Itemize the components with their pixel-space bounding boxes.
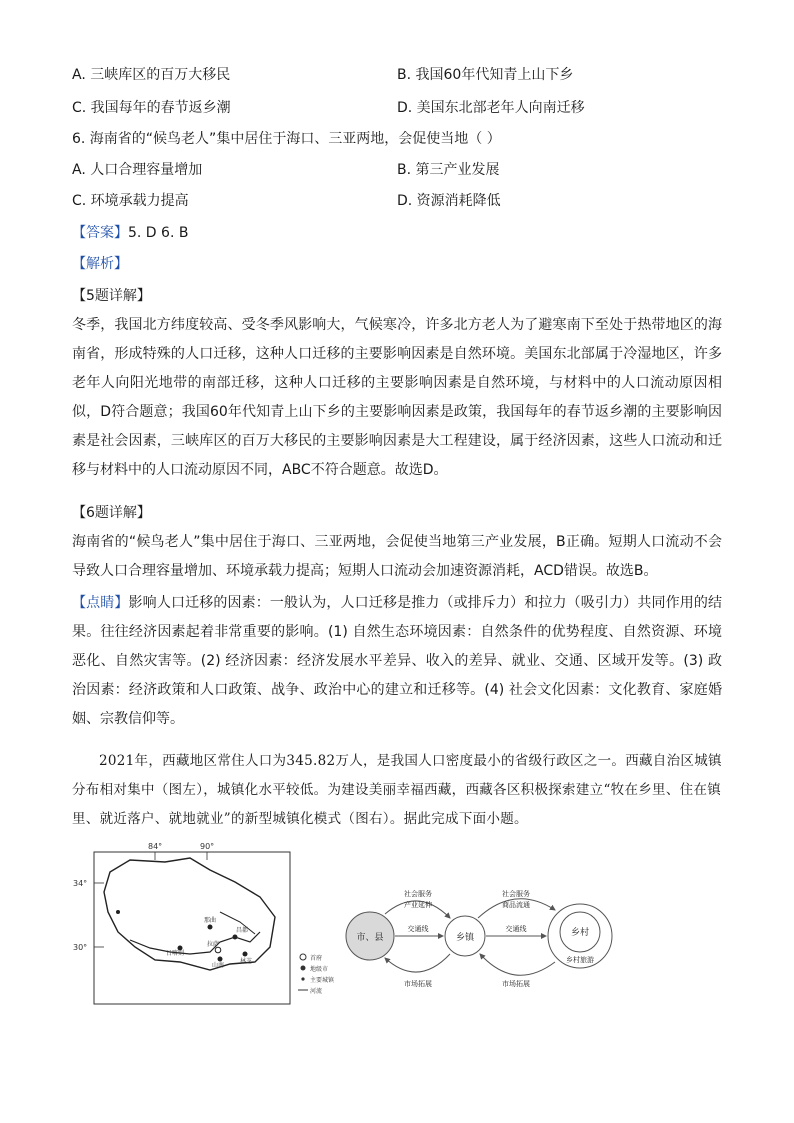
top2-label-a: 社会服务 [502, 890, 530, 898]
q5-option-a: A. 三峡库区的百万大移民 [72, 67, 231, 83]
node-village-label: 乡村 [570, 928, 590, 938]
top1-label-b: 产业延伸 [404, 901, 432, 909]
q5-detail-label: 【5题详解】 [72, 288, 151, 304]
tip-text: 影响人口迁移的因素：一般认为，人口迁移是推力（或排斥力）和拉力（吸引力）共同作用的结果。往往经济因素起着非常重要的影响。(1) 自然生态环境因素：自然条件的优势程度、自然资源、环境恶化、自然灾害等。(2) 经济因素：经济发展水平差异、收入的差异、就业、交通、区域开发等。(3) 政治因素：经济政策和人口政策、战争、政治中心的建立和迁移等。(4) 社会文化因素：文化教育、家庭婚姻、宗教信仰等。 [72, 595, 723, 727]
q6-option-a: A. 人口合理容量增加 [72, 162, 203, 178]
bot2-label: 市场拓展 [502, 980, 530, 988]
q5-detail-text: 冬季，我国北方纬度较高、受冬季风影响大，气候寒冷，许多北方老人为了避寒南下至处于热带地区的海南省，形成特殊的人口迁移，这种人口迁移的主要影响因素是自然环境。美国东北部属于冷湿地区，许多老年人向阳光地带的南部迁移，这种人口迁移的主要影响因素是自然环境，与材料中的人口流动原因相似，D符合题意；我国60年代知青上山下乡的主要影响因素是政策，我国每年的春节返乡潮的主要影响因素是社会因素，三峡库区的百万大移民的主要影响因素是大工程建设，属于经济因素，这些人口流动和迁移与材料中的人口流动原因不同，ABC不符合题意。故选D。 [72, 317, 722, 478]
analysis-label: 【解析】 [72, 256, 128, 272]
q5-option-d: D. 美国东北部老年人向南迁移 [397, 100, 585, 116]
q6-option-b: B. 第三产业发展 [397, 162, 500, 178]
tip-paragraph [72, 589, 722, 734]
city-label-linzhi: 林芝 [240, 958, 253, 965]
mid2-label: 交通线 [505, 925, 527, 933]
map-frame [94, 852, 290, 1004]
q6-stem: 6. 海南省的“候鸟老人”集中居住于海口、三亚两地，会促使当地（ ） [72, 131, 501, 147]
answer-label: 【答案】 [72, 225, 128, 241]
city-label-lhasa: 拉萨 [207, 941, 220, 948]
answer-value: 5. D 6. B [128, 225, 189, 241]
mid1-label: 交通线 [407, 925, 429, 933]
legend-river: 河流 [310, 988, 323, 995]
q5-option-c: C. 我国每年的春节返乡潮 [72, 100, 231, 116]
arrow-bottom-1 [385, 954, 450, 972]
legend-capital-icon [300, 954, 306, 960]
urbanization-flow-diagram [340, 880, 720, 1000]
intro-passage: 2021年，西藏地区常住人口为345.82万人，是我国人口密度最小的省级行政区之一。西藏自治区城镇分布相对集中（图左），城镇化水平较低。为建设美丽幸福西藏，西藏各区积极探索建立“牧在乡里、住在镇里、就近落户、就地就业”的新型城镇化模式（图右）。据此完成下面小题。 [72, 753, 722, 827]
city-label-changdu: 昌都 [236, 927, 249, 934]
city-dot-linzhi [243, 952, 248, 957]
legend-town: 主要城镇 [310, 977, 335, 984]
answer-line [72, 222, 188, 244]
q5-option-b: B. 我国60年代知青上山下乡 [397, 67, 574, 83]
city-label-shigatse: 日喀则 [166, 950, 185, 957]
tibet-border [104, 858, 275, 970]
top2-label-b: 商品流通 [502, 901, 530, 909]
map-lon-90: 90° [200, 842, 215, 851]
tibet-map-figure [70, 842, 335, 1012]
city-dot-changdu [233, 935, 238, 940]
city-dot-shannan [218, 957, 223, 962]
q6-option-c: C. 环境承载力提高 [72, 193, 189, 209]
river-line [130, 932, 260, 954]
q6-detail-label: 【6题详解】 [72, 505, 151, 521]
bot1-label: 市场拓展 [404, 980, 432, 988]
map-lat-30: 30° [73, 943, 88, 952]
legend-prefecture: 地级市 [310, 966, 329, 973]
map-lat-34: 34° [73, 879, 88, 888]
city-label-shannan: 山南 [212, 962, 225, 969]
tip-label: 【点睛】 [72, 595, 129, 611]
arrow-bottom-2 [480, 954, 555, 975]
map-lon-84: 84° [148, 842, 163, 851]
city-label-naqu: 那曲 [204, 917, 217, 924]
city-dot-naqu [208, 925, 213, 930]
node-village-sub: 乡村旅游 [566, 956, 594, 964]
q6-option-d: D. 资源消耗降低 [397, 193, 501, 209]
legend-capital: 首府 [310, 955, 323, 962]
node-township-label: 乡镇 [455, 933, 475, 943]
town-dot [116, 910, 120, 914]
top1-label-a: 社会服务 [404, 890, 432, 898]
q6-detail-text: 海南省的“候鸟老人”集中居住于海口、三亚两地，会促使当地第三产业发展，B正确。短期人口流动不会导致人口合理容量增加、环境承载力提高；短期人口流动会加速资源消耗，ACD错误。故选B。 [72, 534, 722, 579]
legend-prefecture-icon [301, 966, 306, 971]
legend-town-icon [301, 977, 304, 980]
city-dot-lhasa [215, 947, 221, 953]
node-city-county-label: 市、县 [356, 933, 384, 943]
